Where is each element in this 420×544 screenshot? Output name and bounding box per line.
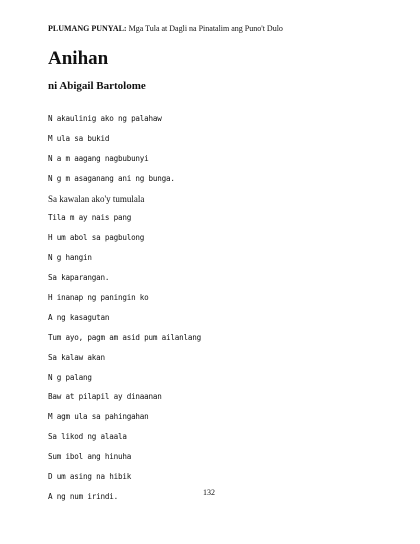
poem-line: N g hangin (48, 253, 92, 263)
book-subtitle: Mga Tula at Dagli na Pinatalim ang Puno't Dulo (128, 24, 283, 33)
poem-line: H um abol sa pagbulong (48, 233, 145, 243)
poem-line: A ng num irindi. (48, 491, 118, 501)
poem-line: Sa kawalan ako'y tumulala (48, 193, 145, 204)
poem-body (48, 114, 201, 512)
poem-line: N g m asaganang ani ng bunga. (48, 173, 175, 183)
poem-line: N a m aagang nagbubunyi (48, 153, 149, 163)
poem-line: Sum ibol ang hinuha (48, 452, 132, 462)
poem-line: Sa kalaw akan (48, 352, 105, 362)
poem-line: Tila m ay nais pang (48, 213, 132, 223)
poem-line: Baw at pilapil ay dinaanan (48, 392, 162, 402)
poem-line: Sa kaparangan. (48, 273, 110, 283)
poem-line: N g palang (48, 372, 92, 382)
running-header (48, 24, 283, 33)
poem-line: N akaulinig ako ng palahaw (48, 114, 162, 123)
book-title: PLUMANG PUNYAL: (48, 24, 127, 33)
page-number: 132 (203, 488, 215, 497)
poem-line: M agm ula sa pahingahan (48, 412, 149, 422)
poem-title: Anihan (48, 48, 109, 69)
poem-line: H inanap ng paningin ko (48, 293, 149, 303)
poem-line: D um asing na hibik (48, 472, 132, 482)
poem-line: A ng kasagutan (48, 312, 110, 322)
poem-line: M ula sa bukid (48, 133, 110, 143)
poem-line: Sa likod ng alaala (48, 432, 127, 442)
poem-author: ni Abigail Bartolome (48, 80, 146, 92)
poem-line: Tum ayo, pagm am asid pum ailanlang (48, 332, 202, 342)
